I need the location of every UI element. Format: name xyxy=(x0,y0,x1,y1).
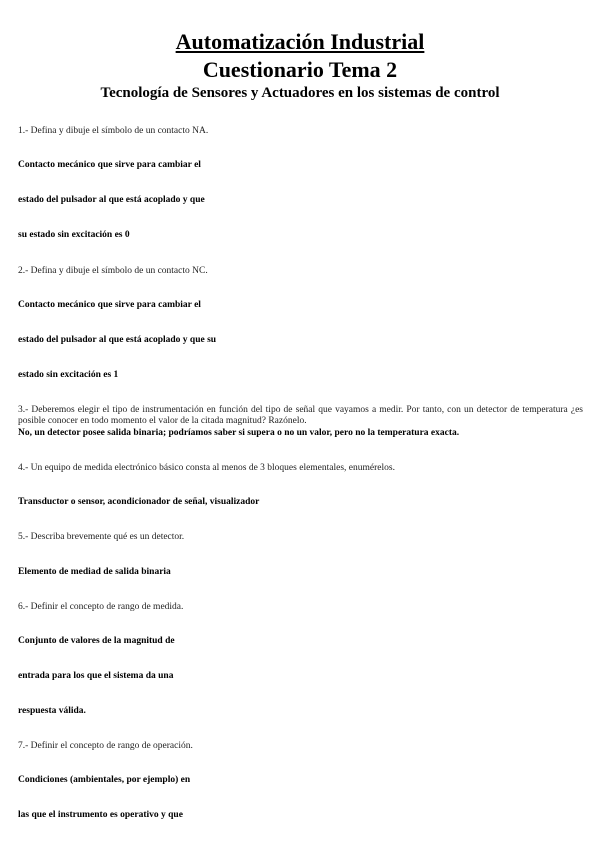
question-4: 4.- Un equipo de medida electrónico básico consta al menos de 3 bloques elementales, enumérelos. xyxy=(18,463,395,473)
document-subtitle: Cuestionario Tema 2 xyxy=(202,57,398,82)
answer-1-line-3: su estado sin excitación es 0 xyxy=(18,230,130,240)
document-title: Automatización Industrial xyxy=(175,29,425,54)
answer-6-line-3: respuesta válida. xyxy=(18,706,86,716)
question-3: 3.- Deberemos elegir el tipo de instrumentación en función del tipo de señal que vayamos a medir. Por tanto, con un detector de temperatura ¿es posible conocer en todo momento el valor de la citada magnitud? Razónelo. xyxy=(18,405,583,426)
answer-7-line-2: las que el instrumento es operativo y que xyxy=(18,810,183,820)
answer-7-line-1: Condiciones (ambientales, por ejemplo) en xyxy=(18,775,191,785)
answer-4-line-1: Transductor o sensor, acondicionador de señal, visualizador xyxy=(18,497,260,507)
answer-5-line-1: Elemento de mediad de salida binaria xyxy=(18,567,171,577)
question-2: 2.- Defina y dibuje el símbolo de un contacto NC. xyxy=(18,266,208,276)
answer-2-line-3: estado sin excitación es 1 xyxy=(18,370,119,380)
question-1: 1.- Defina y dibuje el símbolo de un contacto NA. xyxy=(18,126,209,136)
question-7: 7.- Definir el concepto de rango de operación. xyxy=(18,741,193,751)
question-5: 5.- Describa brevemente qué es un detector. xyxy=(18,532,185,542)
answer-6-line-1: Conjunto de valores de la magnitud de xyxy=(18,636,175,646)
answer-2-line-2: estado del pulsador al que está acoplado y que su xyxy=(18,335,217,345)
answer-1-line-2: estado del pulsador al que está acoplado y que xyxy=(18,195,205,205)
question-6: 6.- Definir el concepto de rango de medida. xyxy=(18,602,184,612)
answer-2-line-1: Contacto mecánico que sirve para cambiar el xyxy=(18,300,201,310)
document-topic: Tecnología de Sensores y Actuadores en los sistemas de control xyxy=(100,85,500,101)
answer-6-line-2: entrada para los que el sistema da una xyxy=(18,671,174,681)
answer-1-line-1: Contacto mecánico que sirve para cambiar el xyxy=(18,160,201,170)
answer-3-line-1: No, un detector posee salida binaria; podríamos saber si supera o no un valor, pero no la temperatura exacta. xyxy=(18,428,460,438)
